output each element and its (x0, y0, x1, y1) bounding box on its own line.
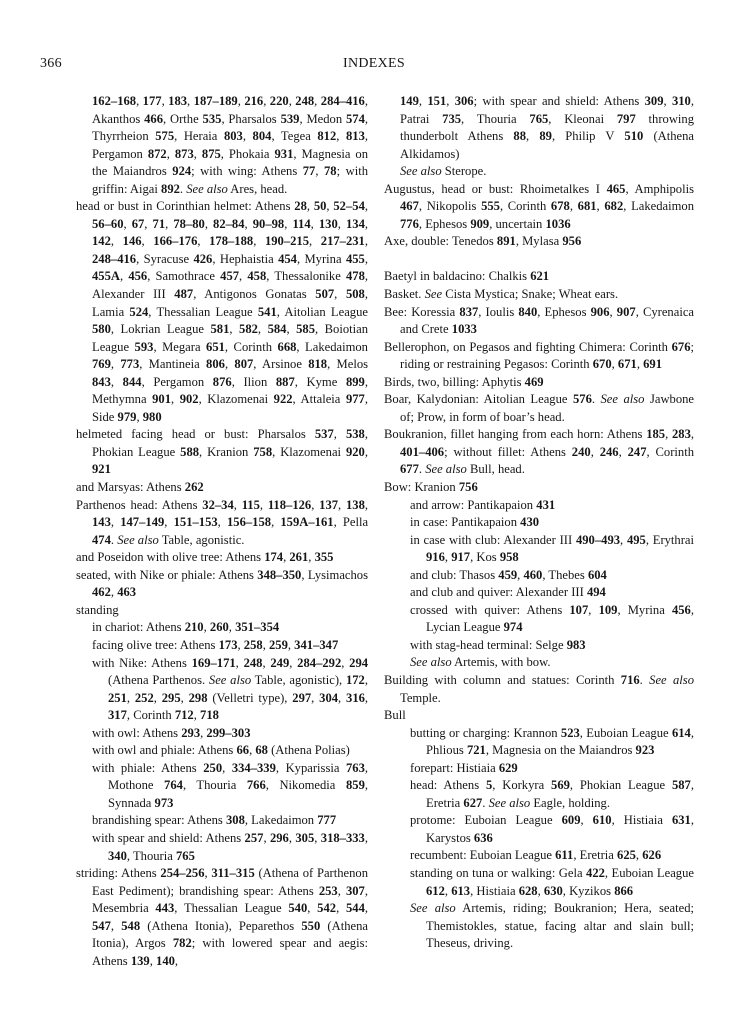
index-entry: standing on tuna or walking: Gela 422, Euboian League 612, 613, Histiaia 628, 630, Kyzikos 866 (410, 866, 694, 898)
index-entry: Bow: Kranion 756 (384, 479, 478, 494)
index-entry: in case: Pantikapaion 430 (410, 515, 540, 530)
index-entry: recumbent: Euboian League 611, Eretria 625, 626 (410, 848, 662, 863)
index-entry: Basket. See Cista Mystica; Snake; Wheat ears. (384, 286, 619, 301)
running-title: INDEXES (343, 56, 405, 71)
page-number: 366 (40, 56, 62, 71)
index-entry: seated, with Nike or phiale: Athens 348–350, Lysimachos 462, 463 (76, 567, 368, 600)
index-entry: See also Artemis, riding; Boukranion; Hera, seated; Themistokles, statue, facing altar and slain bull; Theseus, driving. (410, 901, 694, 951)
index-entry: Axe, double: Tenedos 891, Mylasa 956 (384, 234, 582, 249)
index-entry: facing olive tree: Athens 173, 258, 259, 341–347 (92, 637, 339, 652)
index-entry: and Marsyas: Athens 262 (76, 480, 204, 495)
index-entry: and club: Thasos 459, 460, Thebes 604 (410, 567, 607, 582)
index-entry: See also Artemis, with bow. (410, 655, 551, 670)
index-entry: forepart: Histiaia 629 (410, 760, 518, 775)
index-entry: Birds, two, billing: Aphytis 469 (384, 374, 544, 389)
right-column (384, 93, 694, 953)
index-entry: helmeted facing head or bust: Pharsalos 537, 538, Phokian League 588, Kranion 758, Klazomenai 920, 921 (76, 427, 368, 477)
index-entry: Bellerophon, on Pegasos and fighting Chimera: Corinth 676; riding or restraining Pegasos: Corinth 670, 671, 691 (384, 339, 694, 372)
index-entry: brandishing spear: Athens 308, Lakedaimon 777 (92, 813, 337, 828)
index-entry: crossed with quiver: Athens 107, 109, Myrina 456, Lycian League 974 (410, 602, 694, 635)
index-entry: with owl and phiale: Athens 66, 68 (Athena Polias) (92, 743, 350, 758)
index-entry: and club and quiver: Alexander III 494 (410, 585, 606, 600)
index-entry: See also Sterope. (400, 164, 487, 179)
index-entry: and Poseidon with olive tree: Athens 174, 261, 355 (76, 550, 334, 565)
index-entry: Boar, Kalydonian: Aitolian League 576. See also Jawbone of; Prow, in form of boar’s head. (384, 392, 695, 424)
running-header (0, 56, 748, 76)
index-entry: head or bust in Corinthian helmet: Athens 28, 50, 52–54, 56–60, 67, 71, 78–80, 82–84, 90–98, 114, 130, 134, 142, 146, 166–176, 178–188, 190–215, 217–231, 248–416, Syracuse 426, Hephaistia 454, Myrina 455, 455A, 456, Samothrace 457, 458, Thessalonike 478, Alexander III 487, Antigonos Gonatas 507, 508, Lamia 524, Thessalian League 541, Aitolian League 580, Lokrian League 581, 582, 584, 585, Boiotian League 593, Megara 651, Corinth 668, Lakedaimon 769, 773, Mantineia 806, 807, Arsinoe 818, Melos 843, 844, Pergamon 876, Ilion 887, Kyme 899, Methymna 901, 902, Klazomenai 922, Attaleia 977, Side 979, 980 (76, 199, 369, 424)
index-entry: with Nike: Athens 169–171, 248, 249, 284–292, 294 (Athena Parthenos. See also Table, agonistic), 172, 251, 252, 295, 298 (Velletri type), 297, 304, 316, 317, Corinth 712, 718 (92, 655, 369, 723)
index-entry: Boukranion, fillet hanging from each horn: Athens 185, 283, 401–406; without fillet: Athens 240, 246, 247, Corinth 677. See also Bull, head. (384, 427, 695, 477)
index-entry: striding: Athens 254–256, 311–315 (Athena of Parthenon East Pediment); brandishing spear: Athens 253, 307, Mesembria 443, Thessalian League 540, 542, 544, 547, 548 (Athena Itonia), Peparethos 550 (Athena Itonia), Argos 782; with lowered spear and aegis: Athens 139, 140, (76, 866, 369, 968)
index-entry: 162–168, 177, 183, 187–189, 216, 220, 248, 284–416, Akanthos 466, Orthe 535, Pharsalos 539, Medon 574, Thyrrheion 575, Heraia 803, 804, Tegea 812, 813, Pergamon 872, 873, 875, Phokaia 931, Magnesia on the Maiandros 924; with wing: Athens 77, 78; with griffin: Aigai 892. See also Ares, head. (92, 94, 369, 196)
index-entry: protome: Euboian League 609, 610, Histiaia 631, Karystos 636 (410, 813, 694, 845)
index-entry: standing (76, 602, 119, 617)
index-entry: butting or charging: Krannon 523, Euboian League 614, Phlious 721, Magnesia on the Maiandros 923 (410, 725, 694, 758)
index-entry: 149, 151, 306; with spear and shield: Athens 309, 310, Patrai 735, Thouria 765, Kleonai 797 throwing thunderbolt Athens 88, 89, Philip V 510 (Athena Alkidamos) (400, 94, 695, 161)
index-entry: in chariot: Athens 210, 260, 351–354 (92, 620, 280, 635)
index-entry: Building with column and statues: Corinth 716. See also Temple. (384, 673, 694, 705)
index-entry: Bull (384, 708, 406, 723)
index-entry: with stag-head terminal: Selge 983 (410, 637, 586, 652)
index-entry: Parthenos head: Athens 32–34, 115, 118–126, 137, 138, 143, 147–149, 151–153, 156–158, 159A–161, Pella 474. See also Table, agonistic. (76, 497, 369, 547)
index-entry: in case with club: Alexander III 490–493, 495, Erythrai 916, 917, Kos 958 (410, 532, 695, 565)
index-entry: with owl: Athens 293, 299–303 (92, 725, 251, 740)
index-entry: Bee: Koressia 837, Ioulis 840, Ephesos 906, 907, Cyrenaica and Crete 1033 (384, 304, 695, 337)
index-entry: and arrow: Pantikapaion 431 (410, 497, 556, 512)
index-entry: Baetyl in baldacino: Chalkis 621 (384, 269, 550, 284)
left-column (76, 93, 368, 970)
index-entry: with spear and shield: Athens 257, 296, 305, 318–333, 340, Thouria 765 (92, 830, 368, 863)
index-entry: with phiale: Athens 250, 334–339, Kyparissia 763, Mothone 764, Thouria 766, Nikomedia 859, Synnada 973 (92, 760, 369, 810)
index-entry: head: Athens 5, Korkyra 569, Phokian League 587, Eretria 627. See also Eagle, holding. (410, 778, 694, 810)
index-entry: Augustus, head or bust: Rhoimetalkes I 465, Amphipolis 467, Nikopolis 555, Corinth 678, 681, 682, Lakedaimon 776, Ephesos 909, uncertain 1036 (384, 181, 695, 231)
